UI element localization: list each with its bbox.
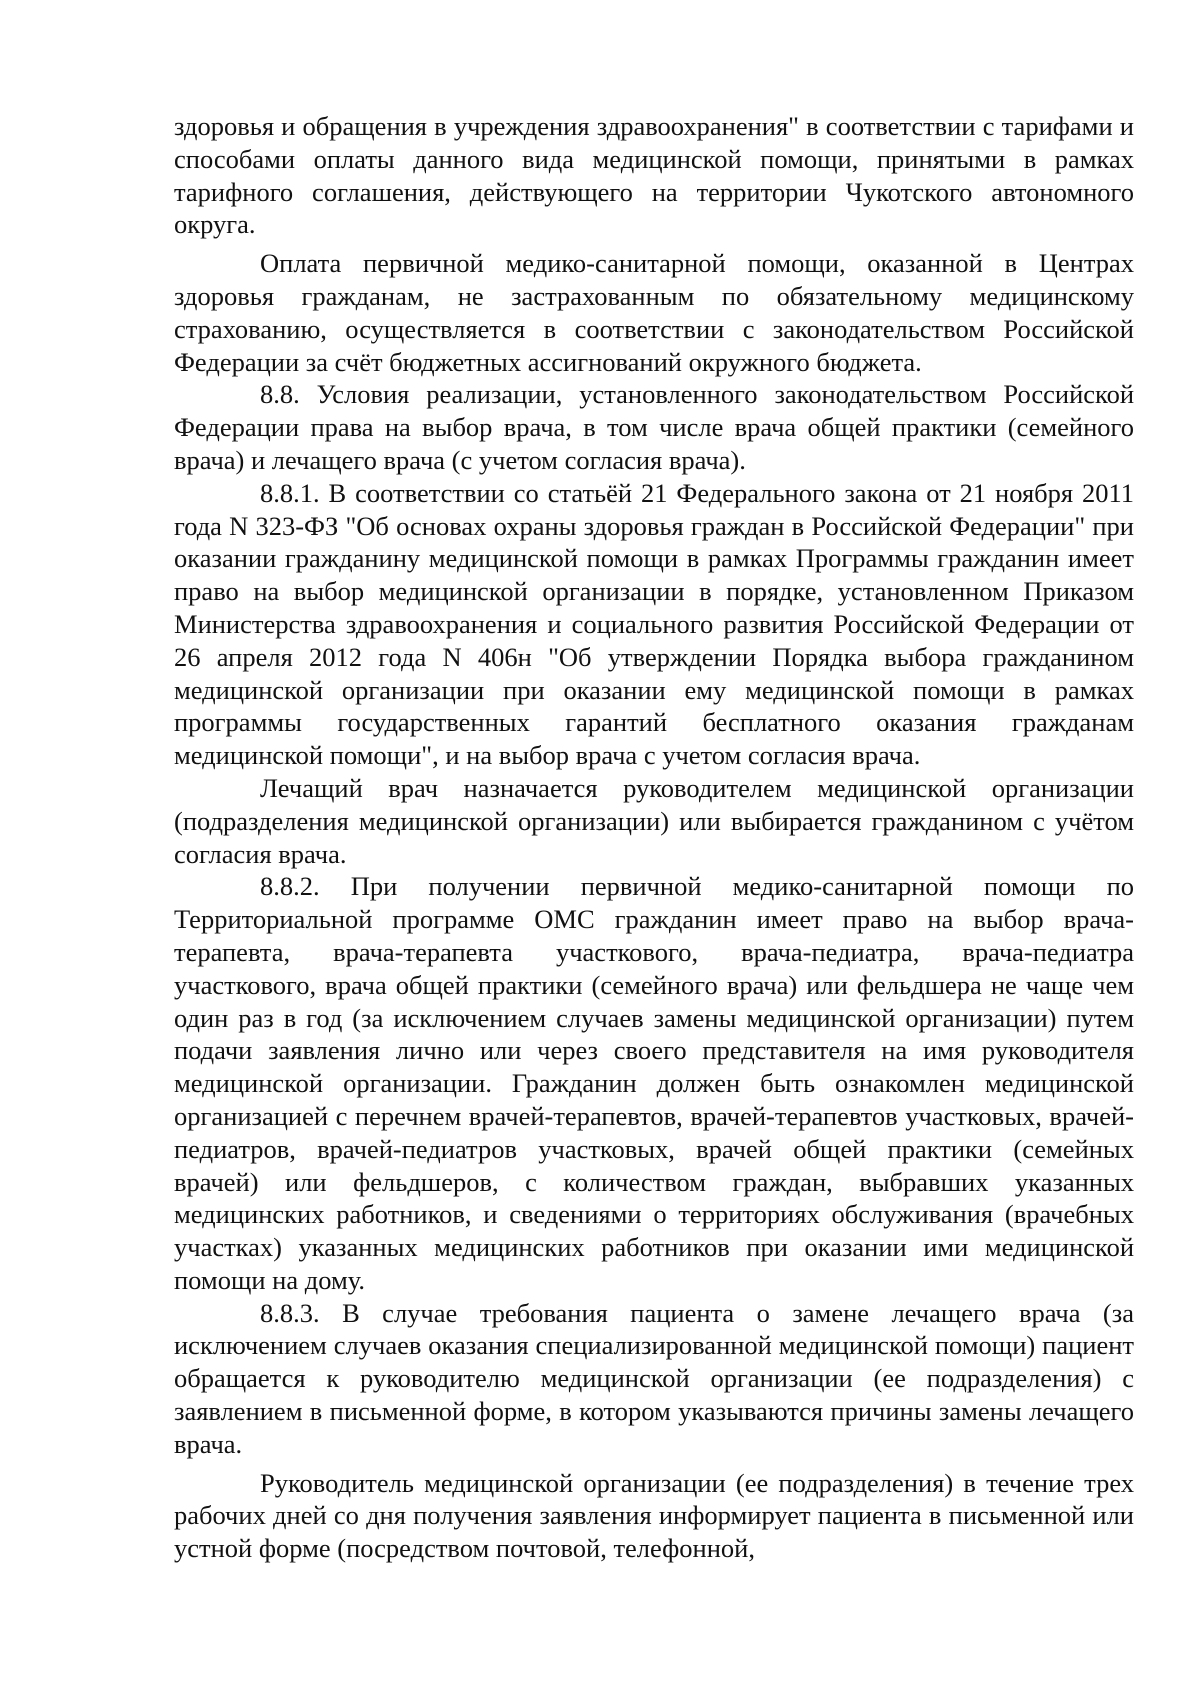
paragraph-attending-doctor: Лечащий врач назначается руководителем медицинской организации (подразделения медицинской организации) или выбирается гражданином с учётом согласия врача. <box>174 772 1134 869</box>
paragraph-8-8-1: 8.8.1. В соответствии со статьёй 21 Федерального закона от 21 ноября 2011 года N 323-ФЗ "Об основах охраны здоровья граждан в Российской Федерации" при оказании гражданину медицинской помощи в рамках Программы гражданин имеет право на выбор медицинской организации в порядке, установленном Приказом Министерства здравоохранения и социального развития Российской Федерации от 26 апреля 2012 года N 406н "Об утверждении Порядка выбора гражданином медицинской организации при оказании ему медицинской помощи в рамках программы государственных гарантий бесплатного оказания гражданам медицинской помощи", и на выбор врача с учетом согласия врача. <box>174 477 1134 771</box>
paragraph-8-8: 8.8. Условия реализации, установленного законодательством Российской Федерации права на выбор врача, в том числе врача общей практики (семейного врача) и лечащего врача (с учетом согласия врача). <box>174 379 1134 475</box>
paragraph-8-8-3: 8.8.3. В случае требования пациента о замене лечащего врача (за исключением случаев оказания специализированной медицинской помощи) пациент обращается к руководителю медицинской организации (ее подразделения) с заявлением в письменной форме, в котором указываются причины замены лечащего врача. <box>174 1297 1134 1459</box>
document-page <box>174 110 1134 1565</box>
paragraph-centers-payment: Оплата первичной медико-санитарной помощи, оказанной в Центрах здоровья гражданам, не застрахованным по обязательному медицинскому страхованию, осуществляется в соответствии с законодательством Российской Федерации за счёт бюджетных ассигнований окружного бюджета. <box>174 248 1134 377</box>
paragraph-head-informs: Руководитель медицинской организации (ее подразделения) в течение трех рабочих дней со дня получения заявления информирует пациента в письменной или устной форме (посредством почтовой, телефонной, <box>174 1467 1134 1564</box>
paragraph-continuation: здоровья и обращения в учреждения здравоохранения" в соответствии с тарифами и способами оплаты данного вида медицинской помощи, принятыми в рамках тарифного соглашения, действующего на территории Чукотского автономного округа. <box>174 111 1134 240</box>
paragraph-8-8-2: 8.8.2. При получении первичной медико-санитарной помощи по Территориальной программе ОМС гражданин имеет право на выбор врача-терапевта, врача-терапевта участкового, врача-педиатра, врача-педиатра участкового, врача общей практики (семейного врача) или фельдшера не чаще чем один раз в год (за исключением случаев замены медицинской организации) путем подачи заявления лично или через своего представителя на имя руководителя медицинской организации. Гражданин должен быть ознакомлен медицинской организацией с перечнем врачей-терапевтов, врачей-терапевтов участковых, врачей-педиатров, врачей-педиатров участковых, врачей общей практики (семейных врачей) или фельдшеров, с количеством граждан, выбравших указанных медицинских работников, и сведениями о территориях обслуживания (врачебных участках) указанных медицинских работников при оказании ими медицинской помощи на дому. <box>174 871 1134 1295</box>
